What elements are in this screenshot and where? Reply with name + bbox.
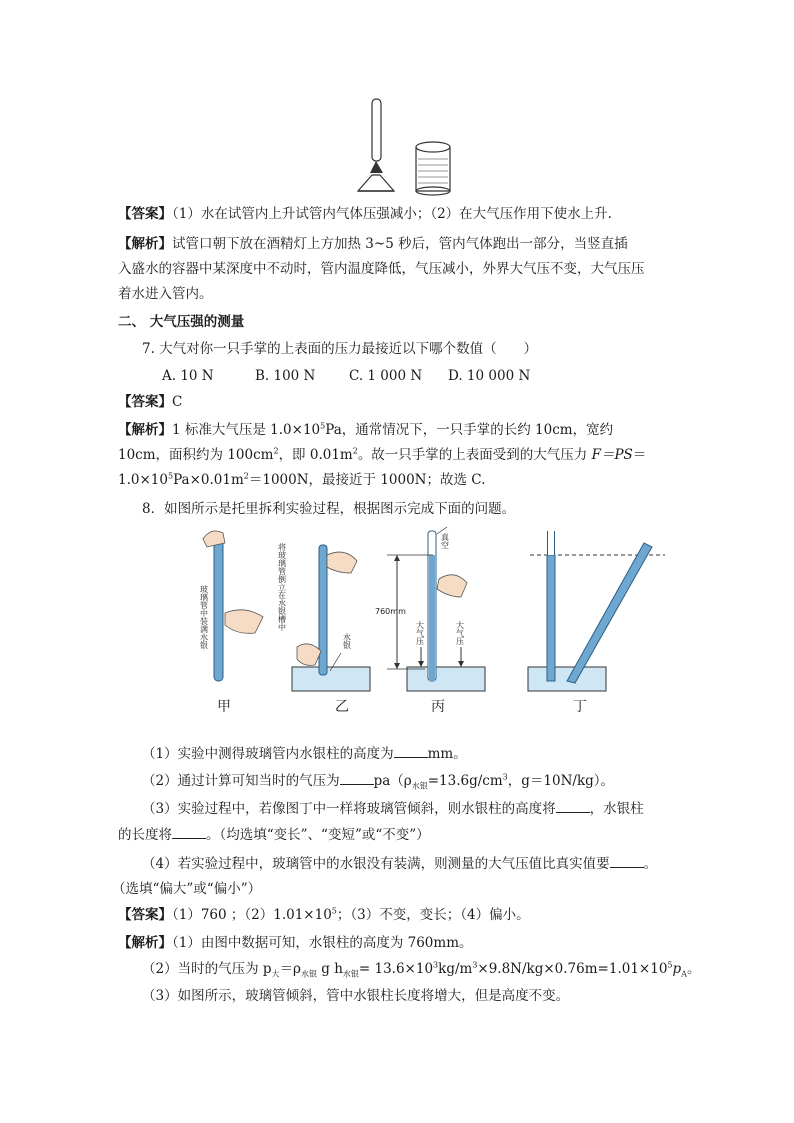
q7-analysis-line-2 bbox=[118, 446, 646, 464]
analysis-text: 试管口朝下放在酒精灯上方加热 3~5 秒后，管内气体跑出一部分，当竖直插 bbox=[172, 236, 628, 252]
caption-ding: 丁 bbox=[573, 699, 587, 715]
question-text: （3）实验过程中，若像图丁中一样将玻璃管倾斜，则水银柱的高度将 bbox=[142, 801, 556, 817]
q8-analysis-line-2 bbox=[142, 960, 700, 978]
q6-analysis-line-3: 着水进入管内。 bbox=[118, 286, 213, 302]
superscript: 3 bbox=[433, 960, 439, 970]
answer-text: ；（3）不变，变长；（4）偏小。 bbox=[336, 907, 530, 923]
question-text: （4）若实验过程中，玻璃管中的水银没有装满，则测量的大气压值比真实值要 bbox=[142, 856, 610, 872]
q7-option-a: A. 10 N bbox=[162, 368, 214, 384]
answer-tag: 【答案】 bbox=[118, 394, 172, 410]
torricelli-experiment-figure bbox=[185, 525, 670, 695]
superscript: 3 bbox=[502, 772, 508, 782]
q8-analysis-line-1 bbox=[118, 934, 473, 952]
q7-answer bbox=[118, 393, 182, 411]
superscript: 2 bbox=[243, 471, 249, 481]
q7-option-c: C. 1 000 N bbox=[349, 368, 423, 384]
question-text: 。 bbox=[643, 856, 658, 872]
analysis-text: 1.0×10 bbox=[118, 472, 168, 488]
analysis-tag: 【解析】 bbox=[118, 935, 172, 951]
formula: F＝PS bbox=[591, 447, 633, 463]
analysis-text: 10cm，面积约为 100cm bbox=[118, 447, 274, 463]
q8-answer bbox=[118, 906, 530, 924]
caption-yi: 乙 bbox=[335, 699, 349, 715]
q8-sub4-line-2: （选填“偏大”或“偏小”） bbox=[112, 881, 262, 897]
q8-sub2 bbox=[142, 771, 614, 790]
q8-sub3-line-1 bbox=[142, 799, 644, 818]
superscript: 5 bbox=[667, 960, 673, 970]
panel-jia bbox=[203, 531, 263, 681]
label-vacuum: 真空 bbox=[440, 533, 450, 549]
answer-text: （1）760 ；（2）1.01×10 bbox=[172, 907, 332, 923]
question-text: 的长度将 bbox=[118, 827, 172, 843]
answer-text: C bbox=[172, 394, 183, 410]
question-text: ，水银柱 bbox=[589, 801, 644, 817]
question-text: （2）通过计算可知当时的气压为 bbox=[142, 773, 340, 789]
superscript: 3 bbox=[472, 960, 478, 970]
question-text: （1）实验中测得玻璃管内水银柱的高度为 bbox=[142, 746, 394, 762]
caption-bing: 丙 bbox=[431, 699, 445, 715]
label-atm-left: 大气压 bbox=[415, 621, 425, 645]
subscript: 大 bbox=[271, 969, 280, 979]
question-text: 。（均选填“变长”、“变短”或“不变”） bbox=[206, 827, 430, 843]
analysis-text: g h bbox=[316, 961, 343, 977]
question-text: =13.6g/cm bbox=[427, 773, 503, 789]
label-jia: 玻璃管中装满水银 bbox=[199, 585, 209, 649]
analysis-text: Pa，通常情况下，一只手掌的长约 10cm，宽约 bbox=[325, 422, 614, 438]
superscript: 2 bbox=[273, 446, 279, 456]
q6-analysis-line-2: 入盛水的容器中某深度中不动时，管内温度降低，气压减小，外界大气压不变，大气压压 bbox=[118, 261, 645, 277]
subscript: A bbox=[681, 969, 687, 979]
analysis-text: 1 标准大气压是 1.0×10 bbox=[172, 422, 321, 438]
analysis-text: ，即 0.01m bbox=[278, 447, 353, 463]
q7-option-d: D. 10 000 N bbox=[448, 368, 531, 384]
question-text: mm。 bbox=[427, 746, 467, 762]
label-760mm: 760mm bbox=[375, 607, 406, 616]
analysis-text: kg/m bbox=[438, 961, 473, 977]
q8-sub1 bbox=[142, 744, 467, 763]
question-text: ，g＝10N/kg）。 bbox=[507, 773, 615, 789]
analysis-text: （1）由图中数据可知，水银柱的高度为 760mm。 bbox=[172, 935, 473, 951]
answer-blank bbox=[556, 799, 590, 813]
label-atm-right: 大气压 bbox=[455, 621, 465, 645]
question-text: pa（ρ bbox=[373, 773, 412, 789]
q8-sub3-line-2 bbox=[118, 825, 430, 844]
analysis-text: p bbox=[672, 961, 682, 977]
q8-sub4-line-1 bbox=[142, 854, 657, 873]
caption-jia: 甲 bbox=[217, 699, 231, 715]
answer-blank bbox=[340, 771, 374, 785]
q6-answer bbox=[118, 205, 612, 223]
analysis-text: ＝ bbox=[632, 447, 647, 463]
analysis-text: （2）当时的气压为 p bbox=[142, 961, 272, 977]
analysis-text: = 13.6×10 bbox=[358, 961, 434, 977]
q6-analysis-line-1 bbox=[118, 235, 628, 253]
label-yi: 将玻璃管倒立在水银槽中 bbox=[277, 543, 287, 631]
q7-analysis-line-1 bbox=[118, 421, 613, 439]
q8-analysis-line-3: （3）如图所示，玻璃管倾斜，管中水银柱长度将增大，但是高度不变。 bbox=[142, 988, 570, 1004]
answer-blank bbox=[394, 744, 428, 758]
analysis-text: 。故一只手掌的上表面受到的大气压力 bbox=[357, 447, 592, 463]
q7-question: 7. 大气对你一只手掌的上表面的压力最接近以下哪个数值（ ） bbox=[142, 341, 538, 357]
answer-blank bbox=[172, 825, 206, 839]
answer-tag: 【答案】 bbox=[118, 206, 172, 222]
superscript: 5 bbox=[167, 471, 174, 481]
subscript: 水银 bbox=[411, 781, 428, 791]
subscript: 水银 bbox=[300, 969, 317, 979]
panel-ding bbox=[528, 531, 665, 691]
test-tube-heating-figure bbox=[350, 95, 460, 200]
label-mercury: 水银 bbox=[342, 633, 352, 649]
analysis-text: Pa×0.01m bbox=[173, 472, 244, 488]
analysis-text: ＝1000N，最接近于 1000N；故选 C. bbox=[248, 472, 486, 488]
superscript: 5 bbox=[331, 906, 337, 916]
superscript: 2 bbox=[352, 446, 358, 456]
subscript: 水银 bbox=[342, 969, 359, 979]
analysis-text: 。 bbox=[686, 961, 701, 977]
analysis-tag: 【解析】 bbox=[118, 236, 172, 252]
answer-text: （1）水在试管内上升试管内气体压强减小；（2）在大气压作用下使水上升. bbox=[172, 206, 612, 222]
answer-tag: 【答案】 bbox=[118, 907, 172, 923]
analysis-tag: 【解析】 bbox=[118, 422, 172, 438]
q8-question: 8．如图所示是托里拆利实验过程，根据图示完成下面的问题。 bbox=[142, 501, 516, 517]
q7-analysis-line-3 bbox=[118, 471, 485, 489]
analysis-text: ＝ρ bbox=[279, 961, 301, 977]
superscript: 5 bbox=[320, 421, 326, 431]
analysis-text: ×9.8N/kg×0.76m=1.01×10 bbox=[477, 961, 668, 977]
q7-option-b: B. 100 N bbox=[255, 368, 316, 384]
answer-blank bbox=[610, 854, 644, 868]
panel-yi bbox=[292, 545, 370, 691]
section-heading: 二、 大气压强的测量 bbox=[118, 314, 245, 330]
